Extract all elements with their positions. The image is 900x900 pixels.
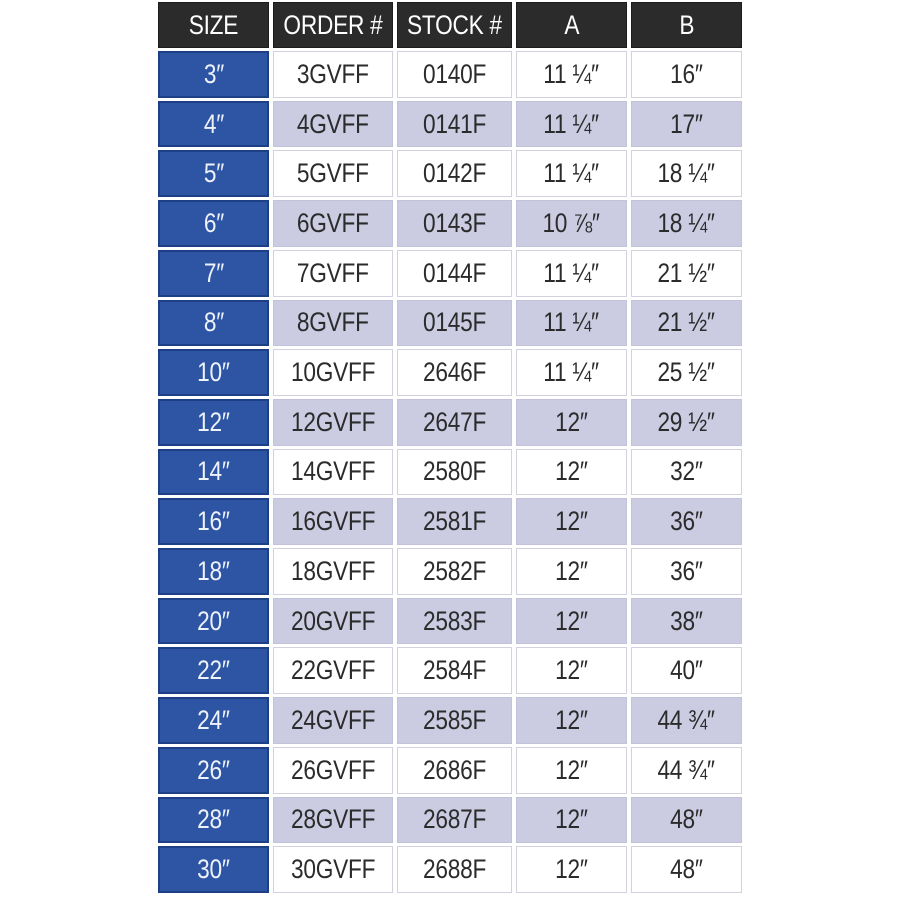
size-cell	[158, 101, 269, 148]
order-value: 3GVFF	[297, 58, 369, 89]
size-cell	[158, 548, 269, 595]
size-value: 6″	[203, 207, 224, 238]
stock-value: 0144F	[422, 257, 486, 288]
stock-cell	[397, 797, 512, 844]
order-value: 24GVFF	[290, 705, 376, 736]
b-cell	[631, 647, 742, 694]
stock-value: 2581F	[422, 506, 486, 537]
size-cell	[158, 697, 269, 744]
size-cell	[158, 598, 269, 645]
size-value: 14″	[197, 456, 230, 487]
b-cell	[631, 250, 742, 297]
b-value: 21 ½″	[657, 257, 716, 288]
column-header-stock-number-label: STOCK #	[407, 9, 502, 40]
a-cell	[516, 150, 627, 197]
stock-cell	[397, 250, 512, 297]
b-cell	[631, 51, 742, 98]
b-cell	[631, 498, 742, 545]
order-cell	[273, 498, 393, 545]
a-cell	[516, 846, 627, 893]
b-cell	[631, 697, 742, 744]
a-value: 11 ¼″	[543, 307, 600, 338]
size-cell	[158, 200, 269, 247]
order-value: 10GVFF	[290, 357, 376, 388]
b-value: 36″	[670, 555, 703, 586]
stock-cell	[397, 747, 512, 794]
b-value: 48″	[670, 854, 703, 885]
a-value: 12″	[555, 655, 588, 686]
order-value: 8GVFF	[297, 307, 369, 338]
column-header-stock-number	[397, 2, 512, 48]
stock-value: 2686F	[422, 754, 486, 785]
column-header-b	[631, 2, 742, 48]
order-value: 12GVFF	[290, 406, 376, 437]
a-value: 10 ⅞″	[542, 207, 601, 238]
b-cell	[631, 101, 742, 148]
stock-value: 0142F	[422, 158, 486, 189]
size-value: 28″	[197, 804, 230, 835]
stock-cell	[397, 349, 512, 396]
a-cell	[516, 101, 627, 148]
b-cell	[631, 747, 742, 794]
column-header-size-label: SIZE	[188, 9, 239, 40]
stock-cell	[397, 200, 512, 247]
stock-cell	[397, 697, 512, 744]
size-cell	[158, 747, 269, 794]
order-value: 16GVFF	[290, 506, 376, 537]
b-cell	[631, 449, 742, 496]
order-value: 6GVFF	[297, 207, 369, 238]
stock-cell	[397, 498, 512, 545]
size-cell	[158, 349, 269, 396]
size-cell	[158, 250, 269, 297]
a-value: 12″	[555, 555, 588, 586]
b-value: 44 ¾″	[657, 705, 716, 736]
size-value: 7″	[203, 257, 224, 288]
size-cell	[158, 150, 269, 197]
b-value: 21 ½″	[657, 307, 716, 338]
stock-value: 2582F	[422, 555, 486, 586]
column-header-order-number-label: ORDER #	[283, 9, 383, 40]
b-value: 25 ½″	[657, 357, 716, 388]
a-cell	[516, 250, 627, 297]
order-cell	[273, 250, 393, 297]
a-value: 12″	[555, 506, 588, 537]
a-value: 12″	[555, 456, 588, 487]
stock-cell	[397, 101, 512, 148]
column-header-a-label: A	[563, 9, 579, 40]
b-cell	[631, 300, 742, 347]
order-cell	[273, 747, 393, 794]
a-value: 11 ¼″	[543, 357, 600, 388]
column-header-a	[516, 2, 627, 48]
size-value: 4″	[203, 108, 224, 139]
a-cell	[516, 51, 627, 98]
a-cell	[516, 399, 627, 446]
a-cell	[516, 747, 627, 794]
b-cell	[631, 797, 742, 844]
size-cell	[158, 300, 269, 347]
order-cell	[273, 150, 393, 197]
a-value: 11 ¼″	[543, 108, 600, 139]
a-value: 12″	[555, 406, 588, 437]
b-value: 44 ¾″	[657, 754, 716, 785]
b-cell	[631, 150, 742, 197]
stock-value: 2580F	[422, 456, 486, 487]
a-cell	[516, 548, 627, 595]
b-value: 29 ½″	[657, 406, 716, 437]
a-value: 11 ¼″	[543, 257, 600, 288]
a-cell	[516, 449, 627, 496]
order-value: 7GVFF	[297, 257, 369, 288]
b-value: 16″	[670, 58, 703, 89]
a-cell	[516, 200, 627, 247]
stock-value: 2647F	[422, 406, 486, 437]
column-header-size	[158, 2, 269, 48]
order-cell	[273, 449, 393, 496]
b-cell	[631, 548, 742, 595]
stock-value: 2583F	[422, 605, 486, 636]
stock-cell	[397, 51, 512, 98]
order-value: 14GVFF	[290, 456, 376, 487]
size-specification-table	[158, 2, 742, 893]
size-value: 30″	[197, 854, 230, 885]
a-cell	[516, 598, 627, 645]
order-cell	[273, 797, 393, 844]
stock-cell	[397, 150, 512, 197]
a-cell	[516, 300, 627, 347]
size-cell	[158, 797, 269, 844]
order-value: 5GVFF	[297, 158, 369, 189]
stock-value: 0145F	[422, 307, 486, 338]
a-value: 11 ¼″	[543, 158, 600, 189]
b-value: 38″	[670, 605, 703, 636]
b-cell	[631, 399, 742, 446]
stock-value: 2584F	[422, 655, 486, 686]
size-cell	[158, 846, 269, 893]
column-header-order-number	[273, 2, 393, 48]
order-cell	[273, 101, 393, 148]
stock-cell	[397, 300, 512, 347]
order-value: 30GVFF	[290, 854, 376, 885]
b-value: 48″	[670, 804, 703, 835]
order-value: 26GVFF	[290, 754, 376, 785]
size-value: 16″	[197, 506, 230, 537]
a-cell	[516, 647, 627, 694]
order-value: 20GVFF	[290, 605, 376, 636]
stock-cell	[397, 846, 512, 893]
size-value: 5″	[203, 158, 224, 189]
stock-value: 0143F	[422, 207, 486, 238]
a-cell	[516, 697, 627, 744]
size-value: 12″	[197, 406, 230, 437]
stock-cell	[397, 598, 512, 645]
size-value: 18″	[197, 555, 230, 586]
size-value: 10″	[197, 357, 230, 388]
size-cell	[158, 51, 269, 98]
stock-cell	[397, 449, 512, 496]
a-cell	[516, 797, 627, 844]
order-cell	[273, 300, 393, 347]
order-cell	[273, 697, 393, 744]
b-value: 36″	[670, 506, 703, 537]
size-value: 3″	[203, 58, 224, 89]
b-value: 18 ¼″	[657, 207, 716, 238]
order-cell	[273, 548, 393, 595]
order-value: 4GVFF	[297, 108, 369, 139]
b-cell	[631, 846, 742, 893]
order-cell	[273, 51, 393, 98]
a-value: 12″	[555, 605, 588, 636]
stock-value: 2688F	[422, 854, 486, 885]
column-header-b-label: B	[679, 9, 694, 40]
size-cell	[158, 399, 269, 446]
a-cell	[516, 498, 627, 545]
b-cell	[631, 349, 742, 396]
size-cell	[158, 647, 269, 694]
b-cell	[631, 598, 742, 645]
size-value: 20″	[197, 605, 230, 636]
order-cell	[273, 846, 393, 893]
size-value: 8″	[203, 307, 224, 338]
a-value: 12″	[555, 705, 588, 736]
stock-value: 0141F	[422, 108, 486, 139]
stock-cell	[397, 399, 512, 446]
stock-value: 0140F	[422, 58, 486, 89]
stock-value: 2687F	[422, 804, 486, 835]
stock-cell	[397, 548, 512, 595]
a-value: 12″	[555, 804, 588, 835]
size-cell	[158, 449, 269, 496]
stock-value: 2585F	[422, 705, 486, 736]
size-value: 22″	[197, 655, 230, 686]
size-cell	[158, 498, 269, 545]
a-value: 11 ¼″	[543, 58, 600, 89]
b-value: 17″	[670, 108, 703, 139]
b-value: 40″	[670, 655, 703, 686]
order-cell	[273, 647, 393, 694]
order-value: 22GVFF	[290, 655, 376, 686]
stock-cell	[397, 647, 512, 694]
a-value: 12″	[555, 754, 588, 785]
b-cell	[631, 200, 742, 247]
order-value: 18GVFF	[290, 555, 376, 586]
order-cell	[273, 399, 393, 446]
size-value: 26″	[197, 754, 230, 785]
stock-value: 2646F	[422, 357, 486, 388]
size-value: 24″	[197, 705, 230, 736]
order-cell	[273, 200, 393, 247]
order-value: 28GVFF	[290, 804, 376, 835]
a-cell	[516, 349, 627, 396]
b-value: 32″	[670, 456, 703, 487]
order-cell	[273, 349, 393, 396]
a-value: 12″	[555, 854, 588, 885]
order-cell	[273, 598, 393, 645]
b-value: 18 ¼″	[657, 158, 716, 189]
